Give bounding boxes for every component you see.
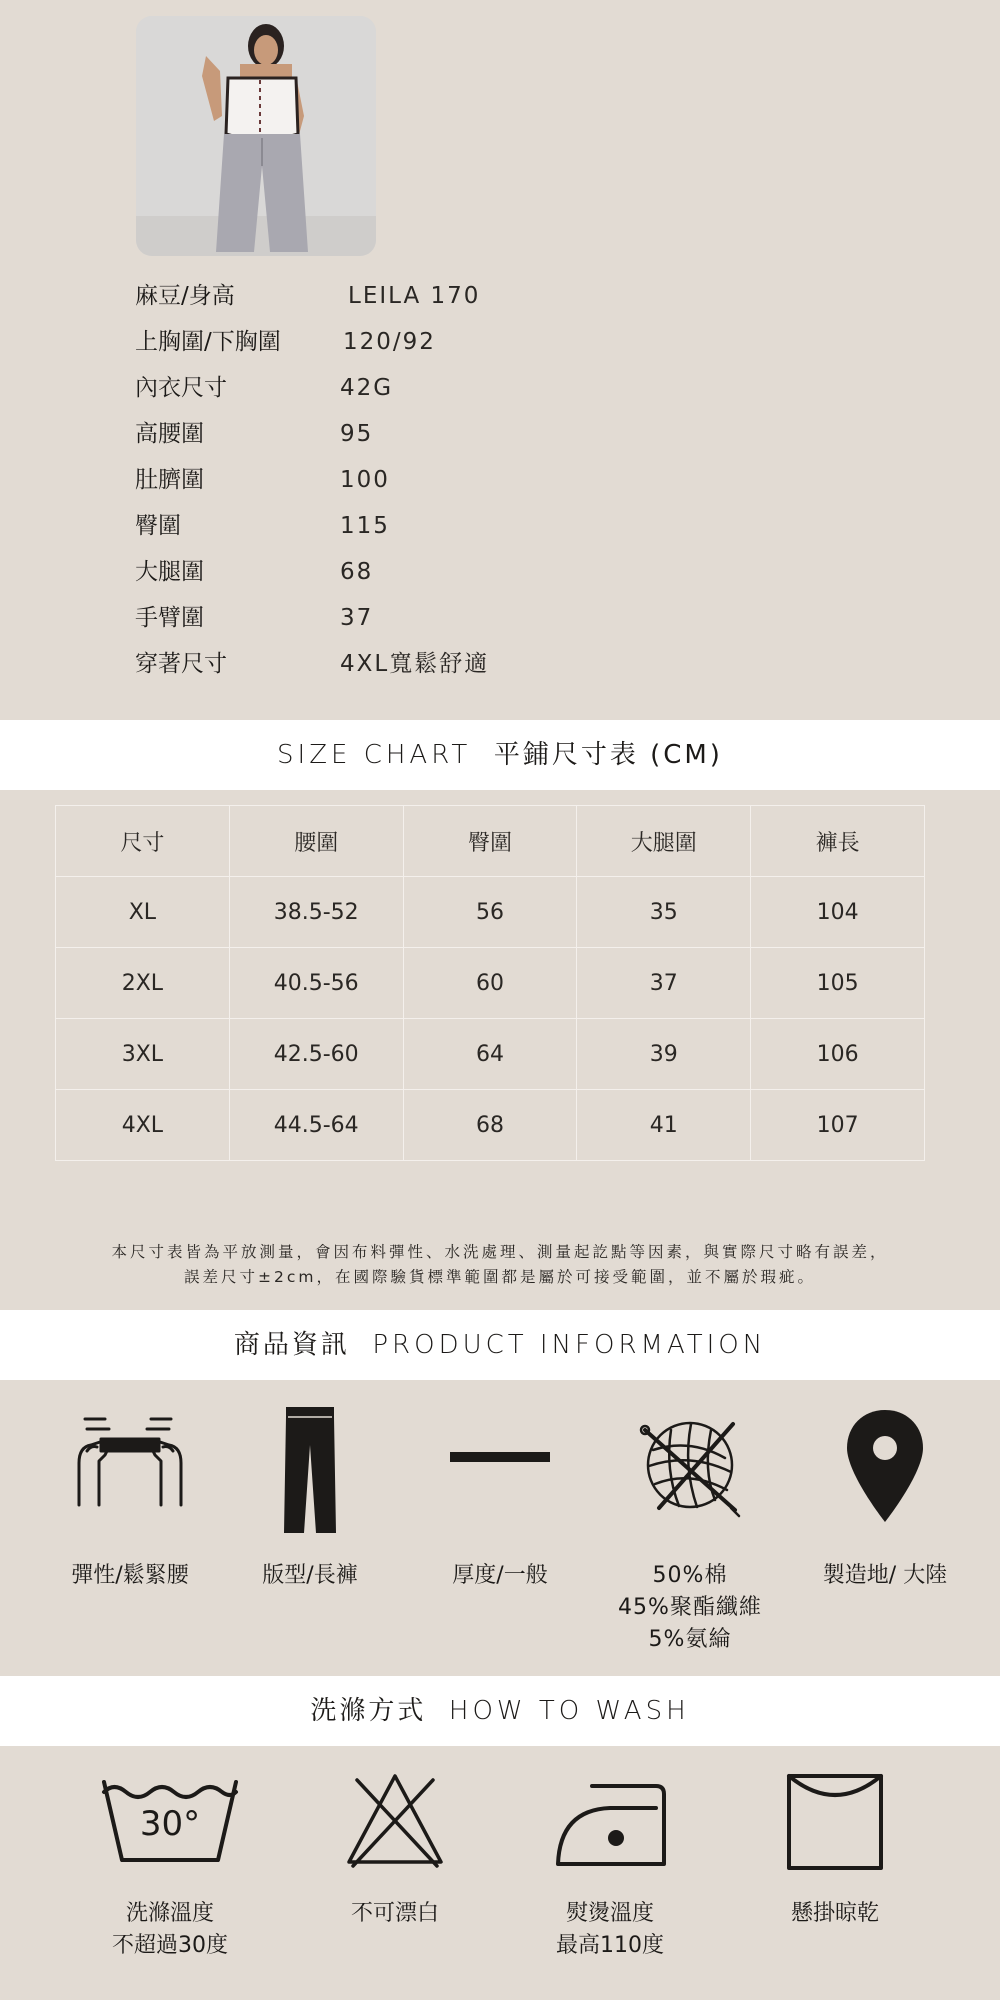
stretch-waist-item — [60, 1405, 200, 1515]
table-cell: 3XL — [56, 1019, 230, 1090]
wash-title-en: HOW TO WASH — [448, 1696, 690, 1726]
table-cell: 56 — [403, 877, 577, 948]
table-cell: 68 — [403, 1090, 577, 1161]
info-label: 大腿圍 — [135, 559, 204, 585]
iron-temp-line-1: 熨燙溫度 — [565, 1901, 654, 1926]
table-cell: 4XL — [56, 1090, 230, 1161]
size-table — [55, 805, 925, 1161]
table-row — [56, 1090, 925, 1161]
product-info-title-en: PRODUCT INFORMATION — [372, 1330, 767, 1360]
no-bleach-label: 不可漂白 — [350, 1901, 439, 1926]
info-value: 37 — [340, 605, 374, 631]
table-cell: 2XL — [56, 948, 230, 1019]
table-header: 褲長 — [751, 806, 925, 877]
pants-icon — [280, 1405, 340, 1535]
info-value: 120/92 — [343, 329, 436, 355]
table-cell: 35 — [577, 877, 751, 948]
table-row — [56, 1019, 925, 1090]
measurement-note — [20, 1240, 980, 1290]
table-cell: XL — [56, 877, 230, 948]
wash-banner — [0, 1676, 1000, 1746]
table-header-row — [56, 806, 925, 877]
product-info-title-zh: 商品資訊 — [233, 1330, 350, 1360]
table-cell: 40.5-56 — [229, 948, 403, 1019]
size-chart-banner — [0, 720, 1000, 790]
wash-temp-text: 30° — [139, 1804, 201, 1844]
hang-dry-item — [785, 1772, 885, 1872]
material-line-3: 5%氨綸 — [648, 1627, 732, 1652]
table-header: 尺寸 — [56, 806, 230, 877]
table-cell: 106 — [751, 1019, 925, 1090]
wash-temp-line-2: 不超過30度 — [112, 1933, 228, 1958]
info-label: 上胸圍/下胸圍 — [135, 329, 281, 355]
wash-temp-line-1: 洗滌溫度 — [125, 1901, 214, 1926]
table-cell: 64 — [403, 1019, 577, 1090]
table-header: 大腿圍 — [577, 806, 751, 877]
table-cell: 37 — [577, 948, 751, 1019]
info-value: 115 — [340, 513, 390, 539]
iron-temp-line-2: 最高110度 — [556, 1933, 664, 1958]
material-line-2: 45%聚酯纖維 — [618, 1595, 762, 1620]
info-label: 肚臍圍 — [135, 467, 204, 493]
model-figure — [136, 16, 376, 256]
note-line-2: 誤差尺寸±2cm，在國際驗貨標準範圍都是屬於可接受範圍，並不屬於瑕疵。 — [184, 1268, 816, 1286]
material-line-1: 50%棉 — [652, 1563, 728, 1588]
table-cell: 38.5-52 — [229, 877, 403, 948]
table-cell: 39 — [577, 1019, 751, 1090]
pants-item — [260, 1405, 360, 1535]
location-item — [835, 1408, 935, 1524]
info-value: 68 — [340, 559, 374, 585]
origin-label: 製造地/ 大陸 — [822, 1563, 948, 1588]
no-bleach-item — [340, 1770, 450, 1870]
table-header: 臀圍 — [403, 806, 577, 877]
info-label: 高腰圍 — [135, 421, 204, 447]
table-cell: 42.5-60 — [229, 1019, 403, 1090]
yarn-ball-icon — [635, 1410, 745, 1520]
size-chart-title-zh: 平鋪尺寸表 (CM) — [493, 740, 723, 770]
note-line-1: 本尺寸表皆為平放測量，會因布料彈性、水洗處理、測量起訖點等因素，與實際尺寸略有誤差， — [111, 1243, 889, 1261]
table-cell: 44.5-64 — [229, 1090, 403, 1161]
yarn-ball-item — [630, 1410, 750, 1520]
table-row — [56, 948, 925, 1019]
info-value: 4XL寬鬆舒適 — [340, 651, 490, 677]
table-cell: 41 — [577, 1090, 751, 1161]
info-label: 穿著尺寸 — [135, 651, 227, 677]
location-pin-icon — [843, 1408, 927, 1524]
wash-30-item — [100, 1778, 240, 1868]
stretch-waist-icon — [65, 1405, 195, 1515]
wash-title-zh: 洗滌方式 — [310, 1696, 427, 1726]
info-label: 臀圍 — [135, 513, 181, 539]
info-label: 內衣尺寸 — [135, 375, 227, 401]
info-value: 42G — [340, 375, 394, 401]
no-bleach-icon — [343, 1770, 447, 1870]
pants-label: 版型/長褲 — [262, 1563, 358, 1588]
info-label: 手臂圍 — [135, 605, 204, 631]
hang-dry-label: 懸掛晾乾 — [790, 1901, 879, 1926]
table-cell: 60 — [403, 948, 577, 1019]
thickness-label: 厚度/一般 — [452, 1563, 548, 1588]
info-value: 95 — [340, 421, 374, 447]
thickness-item — [440, 1450, 560, 1464]
info-label: 麻豆/身高 — [135, 283, 235, 309]
table-cell: 107 — [751, 1090, 925, 1161]
table-header: 腰圍 — [229, 806, 403, 877]
product-info-banner — [0, 1310, 1000, 1380]
thickness-line-icon — [448, 1450, 552, 1464]
table-row — [56, 877, 925, 948]
info-value: LEILA 170 — [348, 283, 481, 309]
table-cell: 105 — [751, 948, 925, 1019]
model-photo — [136, 16, 376, 256]
info-value: 100 — [340, 467, 390, 493]
size-chart-title-en: SIZE CHART — [277, 740, 472, 770]
iron-icon — [552, 1780, 668, 1868]
iron-item — [550, 1780, 670, 1868]
table-cell: 104 — [751, 877, 925, 948]
stretch-waist-label: 彈性/鬆緊腰 — [71, 1563, 189, 1588]
hang-dry-icon — [785, 1772, 885, 1872]
